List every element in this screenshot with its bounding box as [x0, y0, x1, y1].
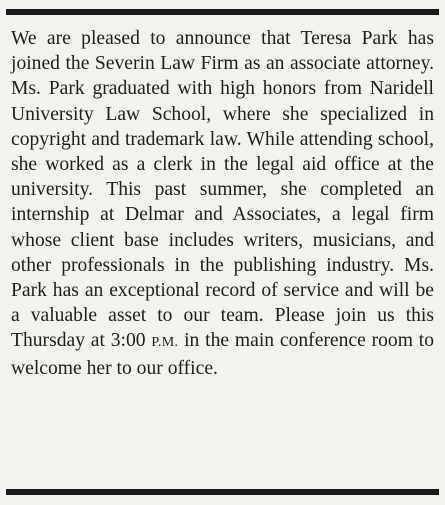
announcement-text-main: We are pleased to announce that Teresa Park has joined the Severin Law Firm as an associate attorney. Ms. Park graduated with high honors from Naridell University Law School, where she specialized in copyright and trademark law. While attending school, she worked as a clerk in the legal aid office at the university. This past summer, she completed an internship at Delmar and Associates, a legal firm whose client base includes writers, musicians, and other professionals in the publishing industry. Ms. Park has an exceptional record of service and will be a valuable asset to our team. Please join us this Thursday at 3:00: [11, 28, 434, 352]
bottom-divider: [6, 489, 439, 495]
time-suffix: P.M.: [151, 335, 179, 351]
announcement-text-end: in the main conference room to welcome her to our office.: [11, 330, 435, 379]
top-divider: [6, 9, 439, 15]
announcement-paragraph: [11, 26, 434, 381]
